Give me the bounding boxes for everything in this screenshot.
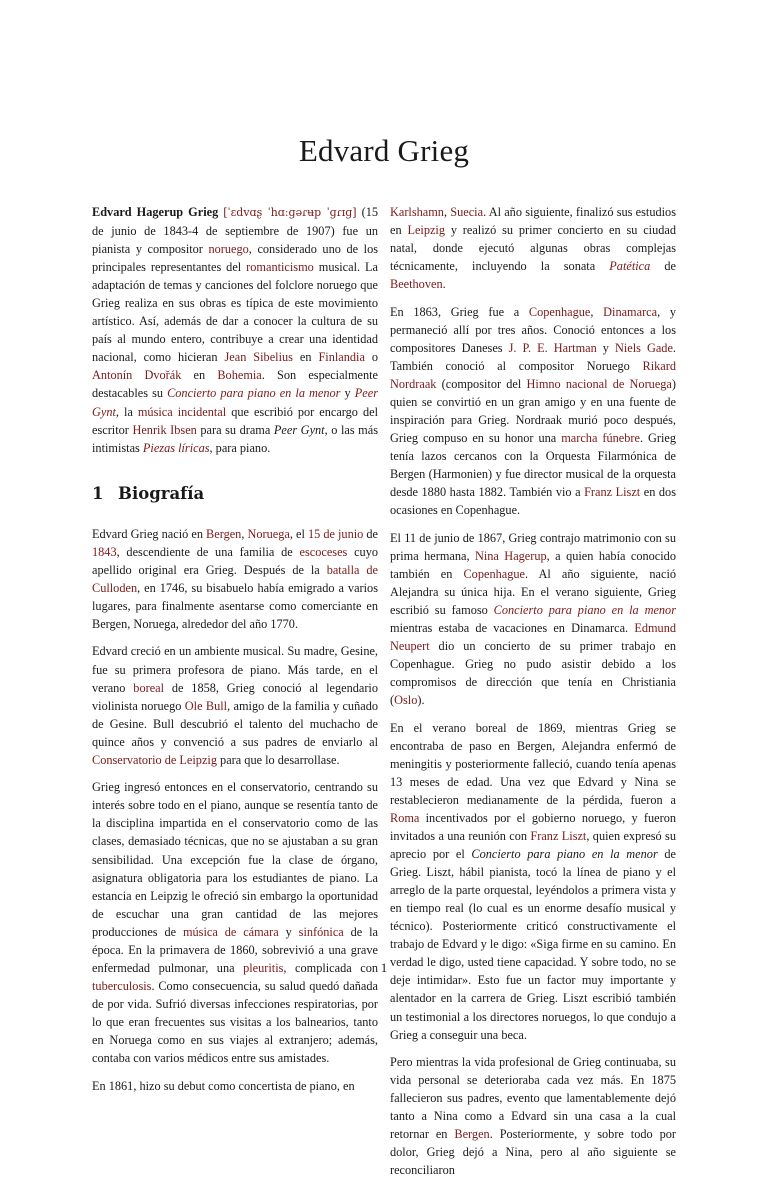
paragraph-debut: En 1861, hizo su debut como concertista de piano, en [92,1078,355,1093]
subject-name: Edvard Hagerup Grieg [92,205,219,219]
link-romanticismo[interactable]: romanticismo [246,260,314,275]
link-roma[interactable]: Roma [390,811,420,825]
link-concierto-piano[interactable]: Concierto para piano en la menor [167,386,341,401]
link-jean-sibelius[interactable]: Jean Sibelius [224,350,293,365]
link-1843[interactable]: 1843 [92,544,117,559]
link-musica-de-camara[interactable]: música de cámara [182,924,279,939]
link-finlandia[interactable]: Finlandia [318,350,365,365]
section-title: Biografía [118,483,205,503]
link-noruego[interactable]: noruego [208,242,249,257]
link-copenhague[interactable]: Copenhague [528,304,591,319]
link-franz-liszt[interactable]: Franz Liszt [584,485,641,500]
link-batalla-de-culloden[interactable]: batalla de Culloden [92,562,379,595]
ipa-pronunciation-link[interactable]: [ˈɛdvɑʂ ˈhɑːɡəɾʉp ˈɡɾɪɡ] [223,206,357,219]
link-antonin-dvorak[interactable]: Antonín Dvořák [92,368,182,383]
link-piezas-liricas[interactable]: Piezas líricas [142,440,210,455]
link-patetica[interactable]: Patética [609,259,651,274]
link-jpe-hartman[interactable]: J. P. E. Hartman [508,340,597,355]
link-concierto-piano-2[interactable]: Concierto para piano en la menor [493,602,676,617]
link-peer-gynt[interactable]: Peer Gynt [92,386,379,419]
link-henrik-ibsen[interactable]: Henrik Ibsen [132,422,197,437]
link-rikard-nordraak[interactable]: Rikard Nordraak [390,358,676,391]
paragraph-conservatory: Grieg ingresó entonces en el conservatorio, centrando su interés sobre todo en el piano, aunque se resentía tanto de la disciplina impartida en el conservatorio como de las clases, demasiado técnicas, que no se ajustaban a su gran sensibilidad. Una excepción fue la clase de órgano, asignatura obligatoria para los estudiantes de piano. La estancia en Leipzig le ofreció sin embargo la oportunidad de escuchar una gran cantidad de las mejores producciones de música de cámara y sinfónica de la época. En la primavera de 1860, sobrevivió a una grave enfermedad pulmonar, una pleuritis, complicada con tuberculosis. Como consecuencia, su salud quedó dañada de por vida. Sufrió diversas infecciones respiratorias, por lo que eran frecuentes sus visitas a los balnearios, tanto en Noruega como en sus viajes al extranjero; además, contaba con varios médicos entre sus amistades. [92,780,379,1066]
link-tuberculosis[interactable]: tuberculosis [92,978,152,993]
paragraph-birth: Edvard Grieg nació en Bergen, Noruega, el 15 de junio de 1843, descendiente de una familia de escoceses cuyo apellido original era Grieg. Después de la batalla de Culloden, en 1746, su bisabuelo había emigrado a varios lugares, para finalmente asentarse como comerciante en Bergen, Noruega, alrededor del año 1770. [92,526,379,631]
link-noruega[interactable]: Noruega [247,526,290,541]
link-suecia[interactable]: Suecia [450,205,484,219]
paragraph-personal-life: Pero mientras la vida profesional de Grieg continuaba, su vida personal se deterioraba cada vez más. En 1875 fallecieron sus padres, evento que lamentablemente dejó tanto a Nina como a Edvard sin una casa a la cual retornar en Bergen. Posteriormente, y sobre todo por dolor, Grieg dejó a Nina, pero al año siguiente se reconciliaron [390,1055,676,1178]
paragraph-marriage: El 11 de junio de 1867, Grieg contrajo matrimonio con su prima hermana, Nina Hagerup, a quien había conocido también en Copenhague. Al año siguiente, nació Alejandra su única hija. En el verano siguiente, Grieg escribió su famoso Concierto para piano en la menor mientras estaba de vacaciones en Dinamarca. Edmund Neupert dio un concierto de su primer trabajo en Copenhague. Grieg no pudo asistir debido a los compromisos de dirección que tenía en Christiania (Oslo). [390,530,677,708]
link-conservatorio-leipzig[interactable]: Conservatorio de Leipzig [92,752,217,767]
link-pleuritis[interactable]: pleuritis [243,960,284,975]
link-15-de-junio[interactable]: 15 de junio [307,526,364,541]
section-number: 1 [92,483,104,503]
link-nina-hagerup[interactable]: Nina Hagerup [474,548,547,563]
right-column [390,203,676,1189]
link-franz-liszt-2[interactable]: Franz Liszt [530,829,587,844]
link-marcha-funebre[interactable]: marcha fúnebre [561,431,640,446]
link-beethoven[interactable]: Beethoven [390,277,443,292]
page-title: Edvard Grieg [298,132,470,168]
link-leipzig[interactable]: Leipzig [407,223,445,238]
link-ole-bull[interactable]: Ole Bull [184,698,228,713]
link-bergen-2[interactable]: Bergen [454,1127,490,1142]
link-copenhague-2[interactable]: Copenhague [463,566,525,581]
paragraph-liszt: En el verano boreal de 1869, mientras Grieg se encontraba de paso en Bergen, Alejandra enfermó de meningitis y posteriormente falleció, cuando tenía apenas 13 meses de edad. Una vez que Edvard y Nina se restablecieron medianamente de la pérdida, fueron a Roma incentivados por el gobierno noruego, y fueron invitados a una reunión con Franz Liszt, quien expresó su aprecio por el Concierto para piano en la menor de Grieg. Liszt, hábil pianista, tocó la línea de piano y el arreglo de la parte orquestal, leyéndolos a primera vista y en tiempo real (lo cual es un enorme desafío musical y técnico). Posteriormente criticó constructivamente el trabajo de Edvard y le digo: «Siga firme en su camino. En verdad le digo, usted tiene capacidad. Y sobre todo, no se deje intimidar». Esto fue un factor muy importante y alentador en la carrera de Grieg. Liszt escribió también un testimonial a los directores noruegos, lo que condujo a Grieg a conseguir una beca. [390,720,676,1042]
link-dinamarca[interactable]: Dinamarca [603,304,658,319]
link-himno-nacional-noruega[interactable]: Himno nacional de Noruega [526,376,672,391]
link-karlshamn[interactable]: Karlshamn [390,205,444,219]
page-number: 1 [380,960,388,975]
paragraph-debut-continued: Karlshamn, Suecia. Al año siguiente, finalizó sus estudios en Leipzig y realizó su primer concierto en su ciudad natal, donde ejecutó algunas obras complejas técnicamente, incluyendo la sonata Patética de Beethoven. [390,205,676,292]
link-edmund-neupert[interactable]: Edmund Neupert [390,621,676,654]
link-musica-incidental[interactable]: música incidental [137,404,227,419]
link-oslo[interactable]: Oslo [394,693,418,708]
link-boreal[interactable]: boreal [133,680,165,695]
link-bohemia[interactable]: Bohemia [217,368,262,383]
section-heading-biografia [92,485,378,503]
link-bergen[interactable]: Bergen [206,526,242,541]
paragraph-copenhagen: En 1863, Grieg fue a Copenhague, Dinamarca, y permaneció allí por tres años. Conoció entonces a los compositores Daneses J. P. E. Hartman y Niels Gade. También conoció al compositor Noruego Rikard Nordraak (compositor del Himno nacional de Noruega) quien se convirtió en un gran amigo y en una fuente de inspiración para Grieg. Nordraak murió poco después, Grieg compuso en su honor una marcha fúnebre. Grieg tenía lazos cercanos con la Orquesta Filarmónica de Bergen (Harmonien) y fue director musical de la orquesta desde 1880 hasta 1882. También vio a Franz Liszt en dos ocasiones en Copenhague. [390,304,677,518]
link-sinfonica[interactable]: sinfónica [298,924,344,939]
link-escoceses[interactable]: escoceses [299,544,348,559]
intro-paragraph: Edvard Hagerup Grieg [ˈɛdvɑʂ ˈhɑːɡəɾʉp ˈɡɾɪɡ] (15 de junio de 1843-4 de septiembre de 1907) fue un pianista y compositor noruego, considerado uno de los principales representantes del romanticismo musical. La adaptación de temas y canciones del folclore noruego que Grieg realiza en sus obras es típica de este movimiento artístico. Así, además de dar a conocer la cultura de su país al mundo entero, contribuye a crear una identidad nacional, como hicieran Jean Sibelius en Finlandia o Antonín Dvořák en Bohemia. Son especialmente destacables su Concierto para piano en la menor y Peer Gynt, la música incidental que escribió por encargo del escritor Henrik Ibsen para su drama Peer Gynt, o las más intimistas Piezas líricas, para piano. [92,205,379,455]
paragraph-childhood: Edvard creció en un ambiente musical. Su madre, Gesine, fue su primera profesora de piano. Más tarde, en el verano boreal de 1858, Grieg conoció al legendario violinista noruego Ole Bull, amigo de la familia y cuñado de Gesine. Bull descubrió el talento del muchacho de quince años y convenció a sus padres de enviarlo al Conservatorio de Leipzig para que lo desarrollase. [92,644,378,767]
link-niels-gade[interactable]: Niels Gade [614,340,673,355]
